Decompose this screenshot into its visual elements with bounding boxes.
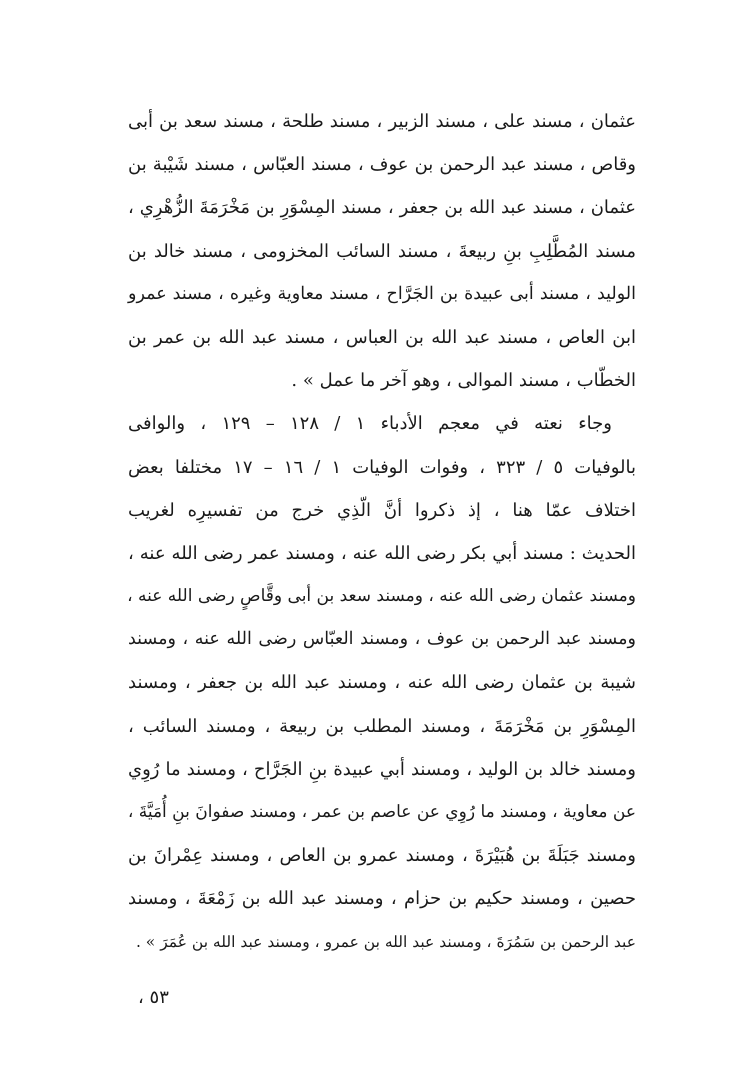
page-number: ٥٣ ، (138, 987, 169, 1008)
text-line: اختلاف عمّا هنا ، إذ ذكروا أنَّ الّذِي خرج من تفسيرِه لغريب (128, 499, 636, 521)
body-text (128, 100, 636, 964)
text-line: مسند المُطَّلِبِ بنِ ربيعةَ ، مسند السائب المخزومى ، مسند خالد بن (128, 240, 636, 262)
text-line: حصين ، ومسند حكيم بن حزام ، ومسند عبد الله بن زَمْعَةَ ، ومسند (128, 888, 636, 910)
paragraph-2 (128, 402, 636, 963)
paragraph-1 (128, 100, 636, 402)
text-line: شيبة بن عثمان رضى الله عنه ، ومسند عبد الله بن جعفر ، ومسند (128, 672, 636, 694)
text-line: عثمان ، مسند عبد الله بن جعفر ، مسند المِسْوَرِ بن مَخْرَمَةَ الزُّهْرِي ، (128, 197, 636, 219)
text-line: ابن العاص ، مسند عبد الله بن العباس ، مسند عبد الله بن عمر بن (128, 326, 636, 348)
text-line: الوليد ، مسند أبى عبيدة بن الجَرَّاح ، مسند معاوية وغيره ، مسند عمرو (128, 283, 636, 304)
text-line: الحديث : مسند أبي بكر رضى الله عنه ، ومسند عمر رضى الله عنه ، (128, 542, 636, 564)
text-line: وجاء نعته في معجم الأدباء ١ / ١٢٨ – ١٢٩ ، والوافى (128, 413, 612, 435)
text-line: ومسند عبد الرحمن بن عوف ، ومسند العبّاس رضى الله عنه ، ومسند (128, 629, 636, 650)
text-line: الخطّاب ، مسند الموالى ، وهو آخر ما عمل » . (291, 370, 636, 392)
text-line: المِسْوَرِ بن مَخْرَمَةَ ، ومسند المطلب بن ربيعة ، ومسند السائب ، (128, 715, 636, 737)
text-line: ومسند جَبَلَةَ بن هُبَيْرَةَ ، ومسند عمرو بن العاص ، ومسند عِمْرانَ بن (128, 845, 636, 867)
text-line: بالوفيات ٥ / ٣٢٣ ، وفوات الوفيات ١ / ١٦ – ١٧ مختلفا بعض (128, 456, 636, 478)
text-line: عثمان ، مسند على ، مسند الزبير ، مسند طلحة ، مسند سعد بن أبى (128, 111, 636, 132)
text-line: عبد الرحمن بن سَمُرَةَ ، ومسند عبد الله بن عمرو ، ومسند عبد الله بن عُمَرَ » . (135, 932, 636, 951)
text-line: عن معاوية ، ومسند ما رُوِي عن عاصم بن عمر ، ومسند صفوانَ بنِ أُمَيَّةَ ، (127, 802, 636, 822)
text-line: وقاص ، مسند عبد الرحمن بن عوف ، مسند العبّاس ، مسند شَيْبة بن (128, 154, 636, 176)
text-line: ومسند خالد بن الوليد ، ومسند أبي عبيدة بنِ الجَرَّاح ، ومسند ما رُوِي (128, 758, 636, 780)
text-line: ومسند عثمان رضى الله عنه ، ومسند سعد بن أبى وقَّاصٍ رضى الله عنه ، (127, 586, 636, 607)
